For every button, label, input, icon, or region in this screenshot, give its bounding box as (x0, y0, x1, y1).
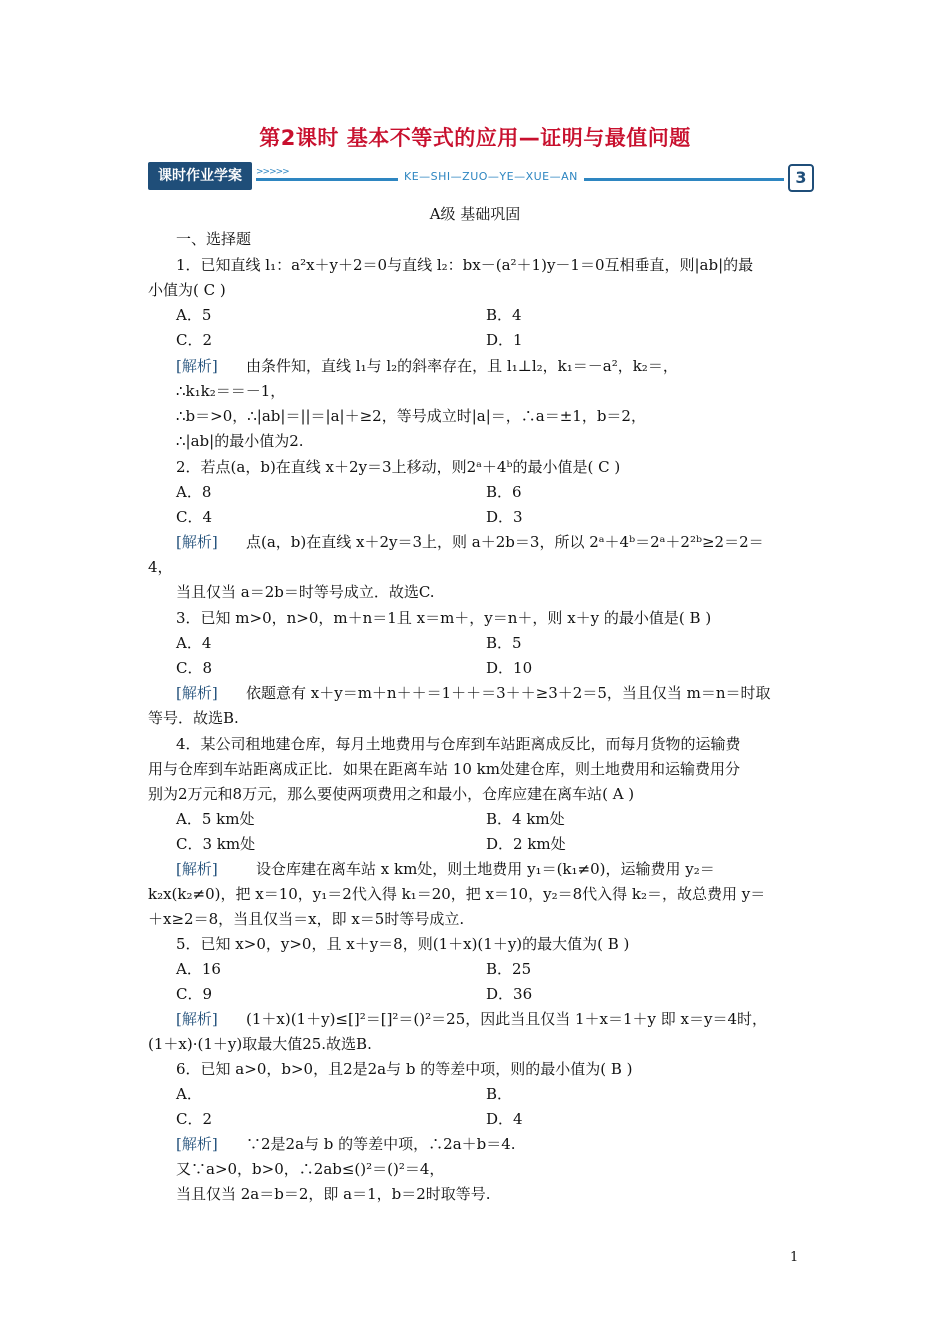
q6-option-a: A． (176, 1085, 202, 1103)
q1-solution-line2: ∴k₁k₂＝＝－1， (176, 382, 286, 400)
banner-pinyin: KE—SHI—ZUO—YE—XUE—AN (398, 170, 584, 183)
q4-stem-line1: 4．某公司租地建仓库，每月土地费用与仓库到车站距离成反比，而每月货物的运输费 (176, 735, 741, 753)
q6-solution-line2: 又∵a>0，b>0，∴2ab≤()²＝()²＝4， (176, 1160, 445, 1178)
q1-option-a: A．5 (176, 306, 212, 324)
q2-option-b: B．6 (486, 483, 522, 501)
page-title: 第2课时 基本不等式的应用—证明与最值问题 (259, 126, 691, 150)
q5-option-d: D．36 (486, 985, 533, 1003)
banner-arrows: >>>>> (256, 167, 289, 177)
q2-option-c: C．4 (176, 508, 213, 526)
banner-number-badge: 3 (788, 164, 814, 192)
q6-option-b: B． (486, 1085, 513, 1103)
level-heading: A级 基础巩固 (429, 205, 521, 223)
q6-option-c: C．2 (176, 1110, 213, 1128)
section-banner (148, 158, 814, 198)
banner-label: 课时作业学案 (148, 162, 252, 190)
q4-option-a: A．5 km处 (176, 810, 255, 828)
q4-solution-line2: k₂x(k₂≠0)，把 x＝10，y₁＝2代入得 k₁＝20，把 x＝10，y₂＝8代入得 k₂＝，故总费用 y＝ (148, 885, 766, 903)
q4-option-c: C．3 km处 (176, 835, 256, 853)
q2-option-d: D．3 (486, 508, 523, 526)
q4-solution-line1: 设仓库建在离车站 x km处，则土地费用 y₁＝(k₁≠0)，运输费用 y₂＝ (256, 860, 715, 878)
q4-stem-line2: 用与仓库到车站距离成正比．如果在距离车站 10 km处建仓库，则土地费用和运输费用分 (148, 760, 740, 778)
page-number: 1 (790, 1250, 799, 1265)
q1-option-d: D．1 (486, 331, 523, 349)
q1-stem-line2: 小值为( C ) (148, 281, 226, 299)
q4-option-b: B．4 km处 (486, 810, 565, 828)
q5-solution-tag: [解析] (176, 1010, 218, 1028)
q3-solution-line2: 等号．故选B. (148, 709, 239, 727)
q1-option-b: B．4 (486, 306, 522, 324)
q3-option-d: D．10 (486, 659, 533, 677)
q1-solution-line1: 由条件知，直线 l₁与 l₂的斜率存在，且 l₁⊥l₂，k₁＝－a²，k₂＝， (246, 357, 678, 375)
q4-option-d: D．2 km处 (486, 835, 566, 853)
q6-solution-line1: ∵2是2a与 b 的等差中项，∴2a＋b＝4. (246, 1135, 516, 1153)
q2-solution-line1: 点(a，b)在直线 x＋2y＝3上，则 a＋2b＝3，所以 2ᵃ＋4ᵇ＝2ᵃ＋2²ᵇ≥2＝2＝ (246, 533, 764, 551)
section-heading: 一、选择题 (176, 230, 252, 248)
q5-option-a: A．16 (176, 960, 221, 978)
q4-stem-line3: 别为2万元和8万元，那么要使两项费用之和最小，仓库应建在离车站( A ) (148, 785, 635, 803)
q3-solution-line1: 依题意有 x＋y＝m＋n＋＋＝1＋＋＝3＋＋≥3＋2＝5，当且仅当 m＝n＝时取 (246, 684, 771, 702)
q2-solution-line3: 当且仅当 a＝2b＝时等号成立．故选C. (176, 583, 435, 601)
q2-solution-line2: 4， (148, 558, 173, 576)
q1-solution-line4: ∴|ab|的最小值为2. (176, 432, 304, 450)
q3-option-b: B．5 (486, 634, 522, 652)
q2-stem: 2．若点(a，b)在直线 x＋2y＝3上移动，则2ᵃ＋4ᵇ的最小值是( C ) (176, 458, 621, 476)
q2-solution-tag: [解析] (176, 533, 218, 551)
q6-stem: 6．已知 a>0，b>0，且2是2a与 b 的等差中项，则的最小值为( B ) (176, 1060, 633, 1078)
q3-solution-tag: [解析] (176, 684, 218, 702)
q3-option-a: A．4 (176, 634, 212, 652)
q5-solution-line1: (1＋x)(1＋y)≤[]²＝[]²＝()²＝25，因此当且仅当 1＋x＝1＋y 即 x＝y＝4时， (246, 1010, 768, 1028)
q5-solution-line2: (1＋x)·(1＋y)取最大值25.故选B. (148, 1035, 372, 1053)
q5-option-c: C．9 (176, 985, 213, 1003)
q4-solution-tag: [解析] (176, 860, 218, 878)
q5-stem: 5．已知 x>0，y>0，且 x＋y＝8，则(1＋x)(1＋y)的最大值为( B ) (176, 935, 630, 953)
q1-stem-line1: 1．已知直线 l₁：a²x＋y＋2＝0与直线 l₂：bx－(a²＋1)y－1＝0互相垂直，则|ab|的最 (176, 256, 754, 274)
q1-solution-line3: ∴b＝>0，∴|ab|＝||＝|a|＋≥2，等号成立时|a|＝，∴a＝±1，b＝2， (176, 407, 646, 425)
q4-solution-line3: ＋x≥2＝8，当且仅当＝x，即 x＝5时等号成立. (148, 910, 465, 928)
q1-option-c: C．2 (176, 331, 213, 349)
q6-option-d: D．4 (486, 1110, 523, 1128)
q2-option-a: A．8 (176, 483, 212, 501)
q6-solution-line3: 当且仅当 2a＝b＝2，即 a＝1，b＝2时取等号. (176, 1185, 491, 1203)
q5-option-b: B．25 (486, 960, 532, 978)
q6-solution-tag: [解析] (176, 1135, 218, 1153)
q3-stem: 3．已知 m>0，n>0，m＋n＝1且 x＝m＋，y＝n＋，则 x＋y 的最小值是( B ) (176, 609, 712, 627)
q3-option-c: C．8 (176, 659, 213, 677)
q1-solution-tag: [解析] (176, 357, 218, 375)
